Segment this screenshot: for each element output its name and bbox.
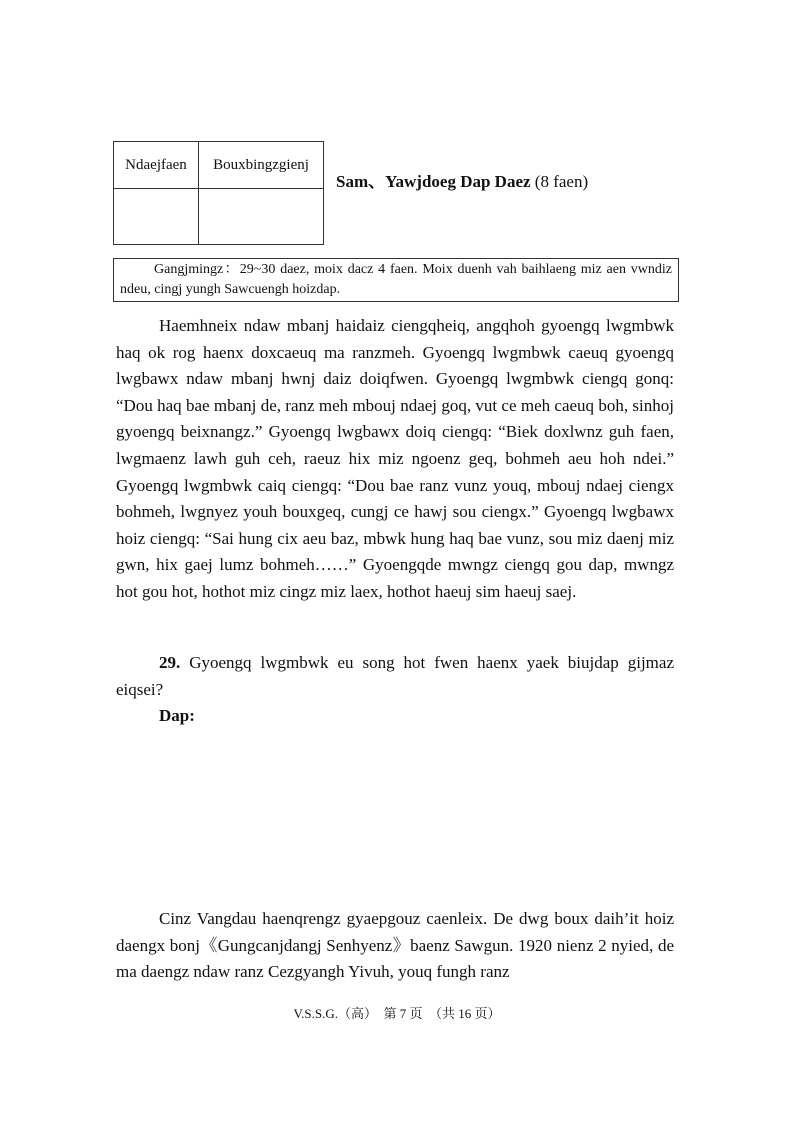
answer-label: Dap: xyxy=(159,706,195,725)
question-text: Gyoengq lwgmbwk eu song hot fwen haenx yaek biujdap gijmaz eiqsei? xyxy=(116,653,674,699)
instructions-box: Gangjmingz：29~30 daez, moix dacz 4 faen. Moix duenh vah baihlaeng miz aen vwndiz ndeu, cingj yungh Sawcuengh hoizdap. xyxy=(113,258,679,302)
question-number: 29. xyxy=(159,653,181,672)
question-29 xyxy=(116,650,674,703)
grader-cell[interactable] xyxy=(199,189,324,245)
reading-passage-1: Haemhneix ndaw mbanj haidaiz ciengqheiq, angqhoh gyoengq lwgmbwk haq ok rog haenx doxcaeuq ma ranzmeh. Gyoengq lwgmbwk caeuq gyoengq lwgbawx ndaw mbanj hwnj daiz doiqfwen. Gyoengq lwgmbwk ciengq gonq: “Dou haq bae mbanj de, ranz meh mbouj ndaej goq, vut ce meh caeuq boh, sinhoj gyoengq beixnangz.” Gyoengq lwgbawx doiq ciengq: “Biek doxlwnz guh faen, lwgmaenz lawh guh ceh, raeuz hix miz ngoenz geq, bohmeh aeu hoh ndei.” Gyoengq lwgmbwk caiq ciengq: “Dou bae ranz vunz youq, mbouj ndaej ciengx bohmeh, lwgnyez youh bouxgeq, cungj ce hawj sou ciengx.” Gyoengq lwgbawx hoiz ciengq: “Sai hung cix aeu baz, mbwk hung haq bae vunz, sou miz daenj miz gwn, hix gaej lumz bohmeh……” Gyoengqde mwngz ciengq gou dap, mwngz hot gou hot, hothot miz cingz miz laex, hothot haeuj sim haeuj saej. xyxy=(116,316,674,601)
page-footer: V.S.S.G.（高） 第 7 页 （共 16 页） xyxy=(293,1006,501,1021)
score-table xyxy=(113,141,324,245)
section-title xyxy=(336,167,588,192)
score-cell[interactable] xyxy=(114,189,199,245)
section-points: (8 faen) xyxy=(530,172,589,191)
grader-header: Bouxbingzgienj xyxy=(199,142,324,189)
section-title-bold: Sam、Yawjdoeg Dap Daez xyxy=(336,172,531,191)
score-header: Ndaejfaen xyxy=(114,142,199,189)
reading-passage-2: Cinz Vangdau haenqrengz gyaepgouz caenleix. De dwg boux daih’it hoiz daengx bonj《Gungcanjdangj Senhyenz》baenz Sawgun. 1920 nienz 2 nyied, de ma daengz ndaw ranz Cezgyangh Yivuh, youq fungh ranz xyxy=(116,909,674,982)
